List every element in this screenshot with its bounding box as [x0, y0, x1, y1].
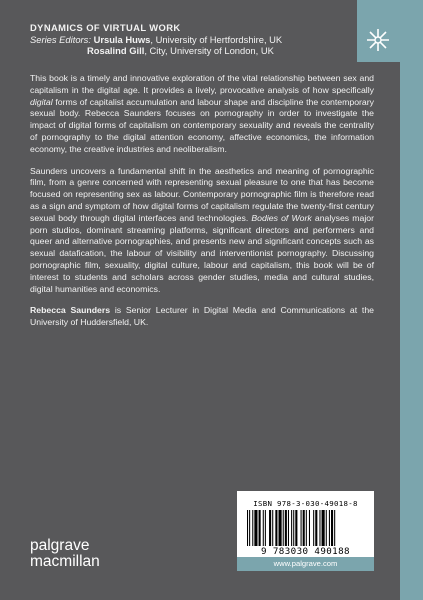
isbn-digits: 9 783030 490188: [261, 546, 350, 557]
series-logo-box: [357, 0, 400, 62]
palgrave-logo-icon: [366, 28, 390, 52]
barcode-icon: [247, 510, 364, 546]
author-name: Rebecca Saunders: [30, 305, 111, 316]
publisher-logo: [30, 538, 100, 570]
blurb-paragraph-1: [30, 73, 374, 156]
series-editor-line-2: [30, 45, 350, 57]
publisher-logo-line-1: palgrave: [30, 537, 90, 554]
author-bio: [30, 305, 374, 329]
blurb-p2-rest: analyses major porn studios, dominant streaming platforms, significant directors and performers and queer and alternative pornographies, and presents new and significant concepts such as sexual datafication, the labour of visibility and interventionist pornography. Discussing pornographic film, sexuality, digital culture, labour and capitalism, this book will be of interest to students and scholars across gender studies, media and cultural studies, digital humanities and economics.: [30, 212, 375, 294]
blurb-p1-rest: forms of capitalist accumulation and labour shape and discipline the contemporary sexual body. Rebecca Saunders focuses on pornography in order to investigate the impact of digital forms of capitalism on contemporary sexuality and reveals the centrality of pornography to the digital attention economy, affective economics, the information economy, the creative industries and neoliberalism.: [30, 96, 374, 154]
back-cover-blurb: [30, 73, 374, 339]
isbn-label: ISBN 978-3-030-49018-8: [253, 499, 358, 508]
spine-accent-band: [400, 0, 423, 600]
publisher-logo-line-2: macmillan: [30, 553, 100, 570]
blurb-p2-book-title: Bodies of Work: [251, 212, 312, 223]
editor-1-affiliation: , University of Hertfordshire, UK: [150, 33, 283, 45]
author-bio-text: is Senior Lecturer in Digital Media and Communications at the University of Huddersfield, UK.: [30, 305, 374, 328]
series-editors-label: Series Editors:: [30, 33, 91, 45]
series-title: DYNAMICS OF VIRTUAL WORK: [30, 22, 181, 33]
editor-2-name: Rosalind Gill: [87, 45, 145, 56]
editor-2-affiliation: , City, University of London, UK: [144, 45, 274, 56]
editor-1-name: Ursula Huws: [93, 33, 151, 45]
blurb-paragraph-2: [30, 166, 374, 296]
blurb-p1-emphasis: digital: [30, 96, 53, 107]
series-editor-line-1: [30, 34, 350, 46]
blurb-p1-text: This book is a timely and innovative exploration of the vital relationship between sex and capitalism in the digital age. It provides a lively, provocative analysis of how specifically: [30, 73, 374, 95]
blurb-p2-text: Saunders uncovers a fundamental shift in the aesthetics and meaning of pornographic film, from a genre concerned with representing sexual pleasure to one that has become focused on representing sex as labour. Contemporary pornographic film is therefore read as a sign and symptom of how digital forms of capitalism regulate the twenty-first century sexual body through digital interfaces and technologies.: [30, 165, 374, 223]
series-header: [30, 22, 350, 57]
publisher-website: www.palgrave.com: [237, 557, 374, 571]
